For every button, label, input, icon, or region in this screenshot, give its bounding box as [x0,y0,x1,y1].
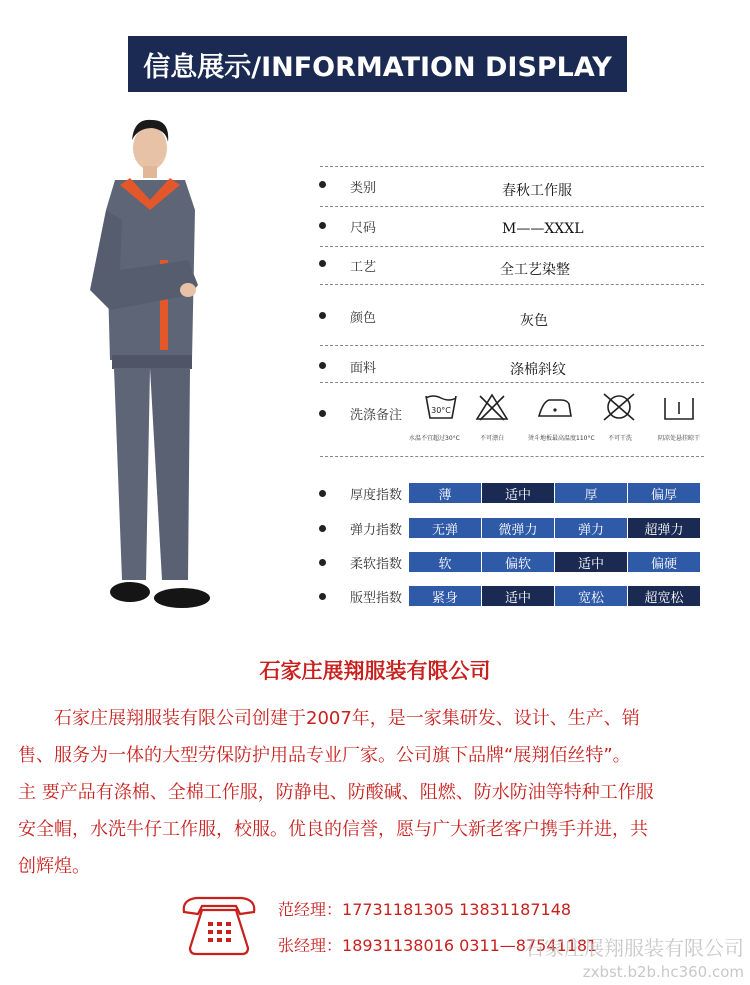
care-text-1: 不可漂白 [480,435,505,442]
index-option: 无弹 [409,518,481,538]
index-option: 适中 [555,552,627,572]
index-option: 适中 [482,586,554,606]
spec-label-process: 工艺 [350,260,377,275]
watermark-company: 石家庄展翔服装有限公司 [524,936,744,960]
divider [320,284,704,285]
care-text-3: 不可干洗 [608,435,633,442]
divider [320,246,704,247]
info-banner: 信息展示/INFORMATION DISPLAY [128,36,627,92]
bullet-icon [319,222,326,229]
index-option: 软 [409,552,481,572]
care-text-2: 烫斗地板最高温度110°C [528,435,595,442]
spec-label-fabric: 面料 [350,361,377,376]
index-option: 偏硬 [628,552,700,572]
company-description [18,700,738,885]
spec-value-color: 灰色 [520,313,548,329]
contact-phone[interactable]: 17731181305 13831187148 [342,900,572,919]
spec-label-color: 颜色 [350,311,377,326]
index-option: 超弹力 [628,518,700,538]
index-label: 厚度指数 [350,488,403,503]
spec-value-fabric: 涤棉斜纹 [510,362,566,378]
contact-fan [278,897,571,920]
divider [320,456,704,457]
bullet-icon [319,362,326,369]
contact-name: 范经理： [278,900,343,919]
desc-line: 主 要产品有涤棉、全棉工作服，防静电、防酸碱、阻燃、防水防油等特种工作服 [18,782,654,803]
index-option: 薄 [409,483,481,503]
index-option: 紧身 [409,586,481,606]
hang-dry-icon [662,392,696,422]
desc-line: 创辉煌。 [18,856,90,877]
contact-name: 张经理： [278,936,343,955]
bullet-icon [319,593,326,600]
wash-temp: 30°C [431,406,451,415]
wash-30-icon [424,392,458,422]
index-option: 弹力 [555,518,627,538]
divider [320,206,704,207]
index-label: 弹力指数 [350,523,403,538]
bullet-icon [319,410,326,417]
no-bleach-icon [474,392,510,422]
spec-value-process: 全工艺染整 [500,262,570,278]
index-label: 版型指数 [350,591,403,606]
bullet-icon [319,181,326,188]
contact-phone[interactable]: 18931138016 0311—87541181 [342,936,598,955]
index-option: 适中 [482,483,554,503]
no-dry-clean-icon [600,392,638,422]
watermark-url: zxbst.b2b.hc360.com [582,963,744,981]
care-label: 洗涤备注 [350,408,403,423]
watermark [524,936,744,984]
bullet-icon [319,260,326,267]
index-option: 宽松 [555,586,627,606]
divider [320,166,704,167]
spec-label-category: 类别 [350,181,377,196]
desc-line: 售、服务为一体的大型劳保防护用品专业厂家。公司旗下品牌“展翔佰丝特”。 [18,745,631,766]
model-figure [70,110,240,630]
company-name: 石家庄展翔服装有限公司 [259,659,491,683]
index-option: 厚 [555,483,627,503]
care-text-0: 水温不宜超过30°C [409,435,460,442]
iron-icon [535,392,575,422]
bullet-icon [319,490,326,497]
index-option: 超宽松 [628,586,700,606]
divider [320,382,704,383]
index-label: 柔软指数 [350,557,403,572]
index-option: 微弹力 [482,518,554,538]
bullet-icon [319,525,326,532]
desc-line: 安全帽，水洗牛仔工作服，校服。优良的信誉，愿与广大新老客户携手并进，共 [18,819,648,840]
bullet-icon [319,312,326,319]
spec-value-size: M——XXXL [502,221,584,237]
spec-label-size: 尺码 [350,221,377,236]
index-option: 偏厚 [628,483,700,503]
desc-line: 石家庄展翔服装有限公司创建于2007年，是一家集研发、设计、生产、销 [18,708,640,729]
divider [320,345,704,346]
spec-value-category: 春秋工作服 [502,183,572,199]
index-option: 偏软 [482,552,554,572]
bullet-icon [319,559,326,566]
telephone-icon [178,890,260,960]
care-text-4: 阴凉处悬挂晾干 [658,435,701,442]
